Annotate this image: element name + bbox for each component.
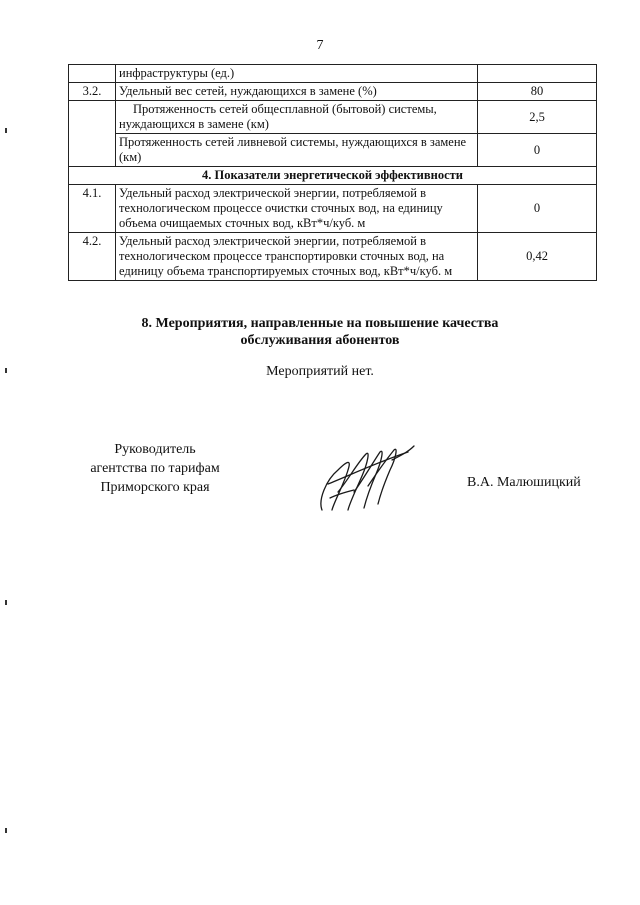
margin-mark bbox=[5, 600, 7, 605]
row-value: 80 bbox=[478, 83, 597, 101]
table-row bbox=[69, 134, 597, 167]
section-header-row bbox=[69, 167, 597, 185]
signatory-title-line: Приморского края bbox=[100, 480, 210, 495]
table-row bbox=[69, 101, 597, 134]
margin-mark bbox=[5, 828, 7, 833]
page-number: 7 bbox=[316, 38, 324, 53]
signatory-title-line: Руководитель bbox=[114, 442, 196, 457]
row-number bbox=[69, 101, 116, 134]
row-value bbox=[478, 65, 597, 83]
row-description: инфраструктуры (ед.) bbox=[116, 65, 478, 83]
row-number bbox=[69, 65, 116, 83]
signatory-title-line: агентства по тарифам bbox=[90, 461, 220, 476]
handwritten-signature bbox=[308, 440, 418, 515]
margin-mark bbox=[5, 368, 7, 373]
table-row bbox=[69, 83, 597, 101]
row-description: Удельный расход электрической энергии, потребляемой в технологическом процессе очистки сточных вод, на единицу объема очищаемых сточных вод, кВт*ч/куб. м bbox=[116, 185, 478, 233]
row-number bbox=[69, 134, 116, 167]
row-number: 3.2. bbox=[69, 83, 116, 101]
row-value: 2,5 bbox=[478, 101, 597, 134]
section-8-title bbox=[0, 315, 640, 349]
row-value: 0 bbox=[478, 185, 597, 233]
margin-mark bbox=[5, 128, 7, 133]
row-value: 0,42 bbox=[478, 233, 597, 281]
section-8-body: Мероприятий нет. bbox=[266, 364, 374, 379]
signatory-name: В.А. Малюшицкий bbox=[467, 475, 581, 490]
row-number: 4.2. bbox=[69, 233, 116, 281]
section-4-title: 4. Показатели энергетической эффективности bbox=[69, 167, 597, 185]
row-description: Протяженность сетей общесплавной (бытовой) системы, нуждающихся в замене (км) bbox=[116, 101, 478, 134]
table-row bbox=[69, 65, 597, 83]
table-row bbox=[69, 233, 597, 281]
row-value: 0 bbox=[478, 134, 597, 167]
table-row bbox=[69, 185, 597, 233]
indicators-table bbox=[68, 64, 597, 281]
row-description: Протяженность сетей ливневой системы, нуждающихся в замене (км) bbox=[116, 134, 478, 167]
signatory-title bbox=[70, 440, 240, 497]
row-number: 4.1. bbox=[69, 185, 116, 233]
section-8-title-line: 8. Мероприятия, направленные на повышение качества bbox=[141, 316, 499, 331]
row-description: Удельный расход электрической энергии, потребляемой в технологическом процессе транспортировки сточных вод, на единицу объема транспортируемых сточных вод, кВт*ч/куб. м bbox=[116, 233, 478, 281]
section-8-title-line: обслуживания абонентов bbox=[240, 333, 400, 348]
row-description: Удельный вес сетей, нуждающихся в замене (%) bbox=[116, 83, 478, 101]
